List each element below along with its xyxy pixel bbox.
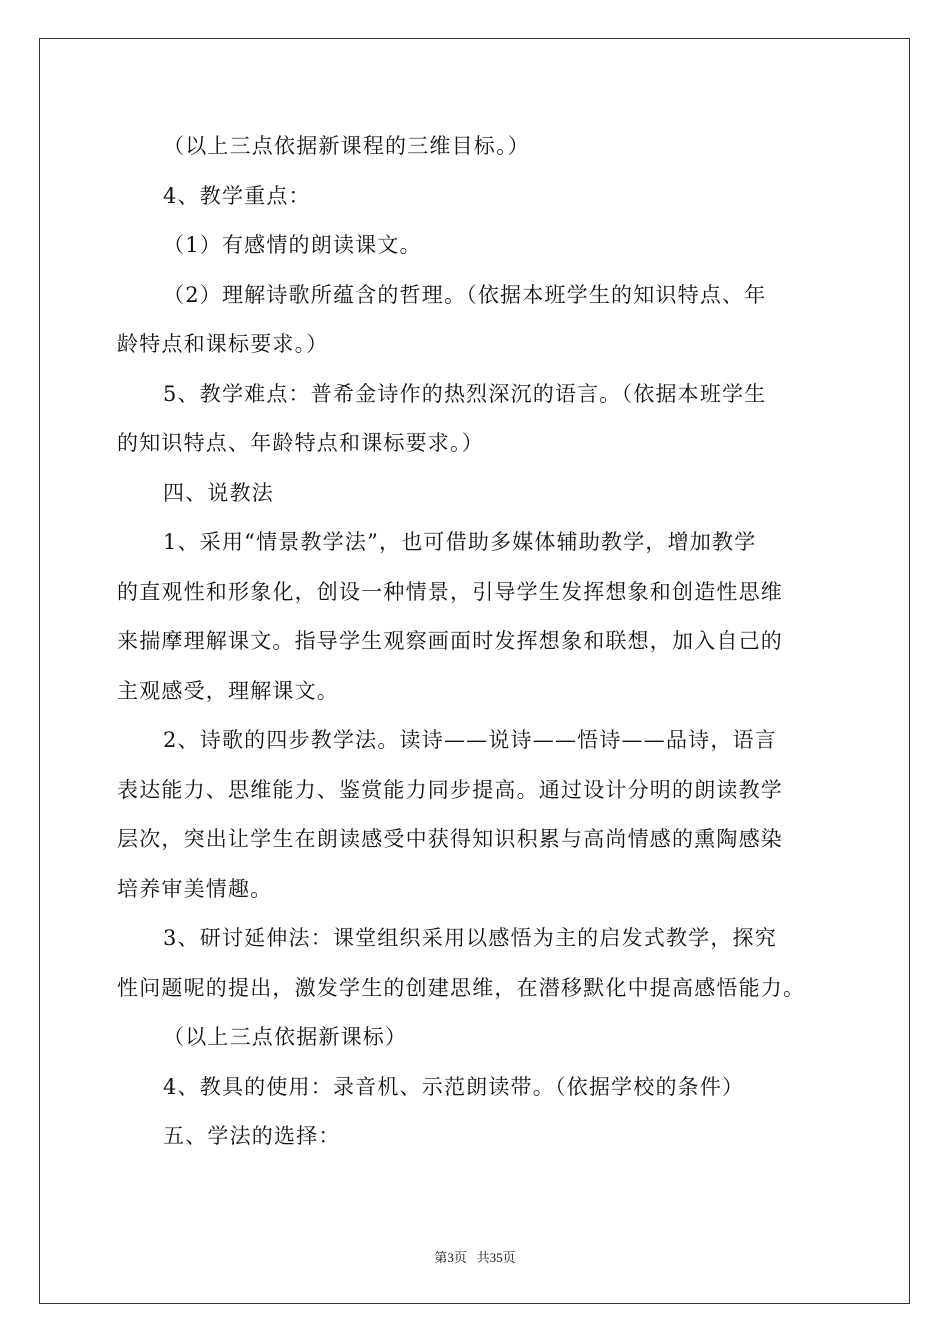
text-line: 来揣摩理解课文。指导学生观察画面时发挥想象和联想，加入自己的: [117, 629, 783, 653]
text-line: 层次，突出让学生在朗读感受中获得知识积累与高尚情感的熏陶感染: [117, 827, 783, 851]
text-line: （以上三点依据新课程的三维目标。）: [163, 134, 530, 158]
text-line: 主观感受，理解课文。: [117, 678, 339, 703]
text-line: 表达能力、思维能力、鉴赏能力同步提高。通过设计分明的朗读教学: [117, 777, 783, 802]
text-line: 3、研讨延伸法：课堂组织采用以感悟为主的启发式教学，探究: [163, 926, 777, 950]
text-line: 4、教具的使用：录音机、示范朗读带。（依据学校的条件）: [163, 1074, 745, 1099]
text-line: 2、诗歌的四步教学法。读诗——说诗——悟诗——品诗，语言: [163, 728, 777, 752]
text-line: （2）理解诗歌所蕴含的哲理。（依据本班学生的知识特点、年: [163, 282, 767, 307]
text-line: 性问题呢的提出，激发学生的创建思维，在潜移默化中提高感悟能力。: [117, 975, 806, 1000]
text-line: 的知识特点、年龄特点和课标要求。）: [117, 431, 484, 455]
text-line: 龄特点和课标要求。）: [117, 332, 329, 356]
document-body: [117, 122, 839, 1162]
text-line: 5、教学难点：普希金诗作的热烈深沉的语言。（依据本班学生: [163, 381, 767, 406]
page-number: 第3页: [434, 1250, 467, 1265]
page-footer: [0, 1247, 950, 1266]
text-line: 五、学法的选择：: [163, 1124, 341, 1148]
text-line: 1、采用“情景教学法”，也可借助多媒体辅助教学，增加教学: [163, 530, 757, 554]
text-line: 四、说教法: [163, 480, 274, 505]
text-line: （以上三点依据新课标）: [163, 1025, 408, 1049]
text-line: 培养审美情趣。: [117, 876, 273, 901]
text-line: 4、教学重点：: [163, 183, 311, 208]
page-total: 共35页: [476, 1250, 516, 1265]
text-line: （1）有感情的朗读课文。: [163, 233, 422, 257]
text-line: 的直观性和形象化，创设一种情景，引导学生发挥想象和创造性思维: [117, 579, 783, 604]
